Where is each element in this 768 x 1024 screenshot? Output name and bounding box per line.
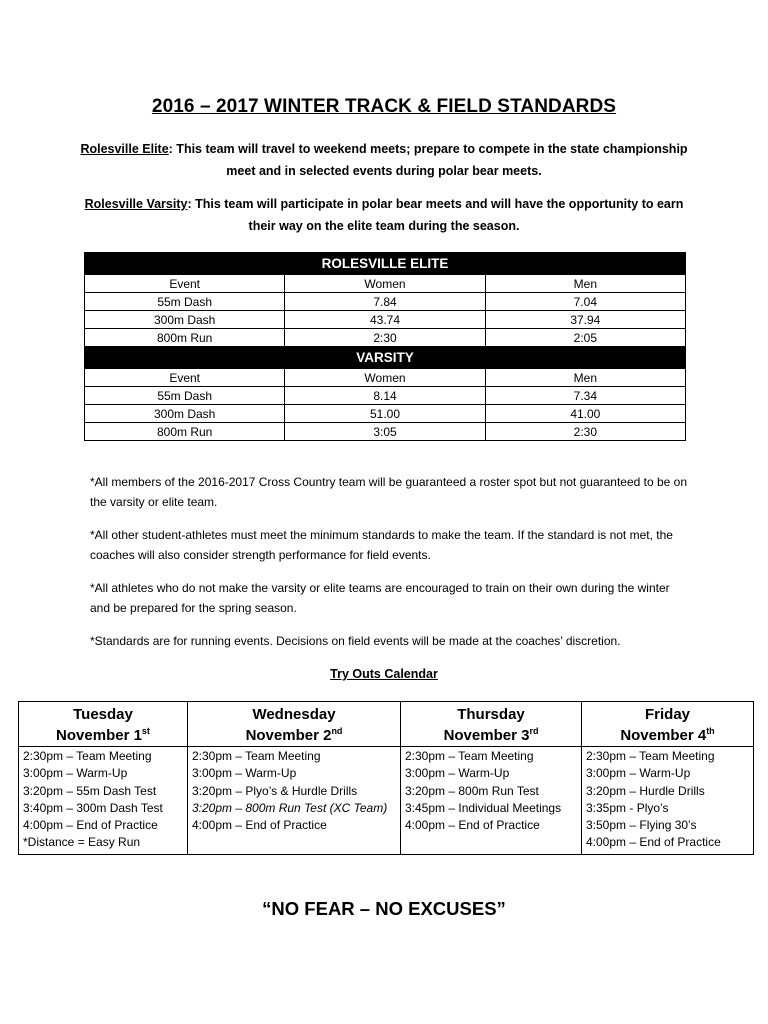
elite-header-row xyxy=(85,275,686,293)
document-title: 2016 – 2017 WINTER TRACK & FIELD STANDARDS xyxy=(151,96,617,117)
elite-description xyxy=(80,138,688,182)
table-row xyxy=(85,311,686,329)
table-row xyxy=(85,405,686,423)
schedule-item: 2:30pm – Team Meeting xyxy=(405,749,534,763)
column-header: Women xyxy=(285,275,485,293)
schedule-tuesday xyxy=(19,747,188,855)
men-cell: 37.94 xyxy=(485,311,685,329)
note-paragraph: *Standards are for running events. Decisions on field events will be made at the coaches’ discretion. xyxy=(90,634,621,648)
men-cell: 41.00 xyxy=(485,405,685,423)
note-paragraph: *All athletes who do not make the varsity or elite teams are encouraged to train on their own during the winter and be prepared for the spring season. xyxy=(90,581,670,615)
event-cell: 55m Dash xyxy=(85,387,285,405)
schedule-item: 3:20pm – 55m Dash Test xyxy=(23,783,157,798)
standards-table xyxy=(84,252,686,441)
notes-section xyxy=(90,472,690,664)
varsity-label: Rolesville Varsity xyxy=(84,197,188,211)
schedule-item: 3:20pm – 800m Run Test xyxy=(405,783,539,798)
elite-text: : This team will travel to weekend meets; prepare to compete in the state championship meet and in selected events during polar bear meets. xyxy=(168,142,688,178)
schedule-item: 3:00pm – Warm-Up xyxy=(405,766,510,781)
schedule-item: 3:00pm – Warm-Up xyxy=(192,766,297,781)
schedule-item: 3:50pm – Flying 30’s xyxy=(586,818,697,833)
elite-label: Rolesville Elite xyxy=(80,142,169,156)
men-cell: 2:30 xyxy=(485,423,685,441)
calendar-body-row xyxy=(19,747,754,855)
schedule-item: 3:20pm – 800m Run Test (XC Team) xyxy=(192,800,388,815)
column-header: Event xyxy=(85,369,285,387)
schedule-item: 2:30pm – Team Meeting xyxy=(192,749,321,763)
day-name: Friday xyxy=(644,706,690,723)
column-header: Women xyxy=(285,369,485,387)
women-cell: 8.14 xyxy=(285,387,485,405)
event-cell: 800m Run xyxy=(85,329,285,347)
varsity-band: VARSITY xyxy=(85,347,686,369)
varsity-header-row xyxy=(85,369,686,387)
schedule-item: 3:00pm – Warm-Up xyxy=(586,766,691,781)
men-cell: 7.04 xyxy=(485,293,685,311)
calendar-title: Try Outs Calendar xyxy=(330,667,438,681)
note-paragraph: *All members of the 2016-2017 Cross Country team will be guaranteed a roster spot but not guaranteed to be on the varsity or elite team. xyxy=(90,475,688,509)
column-header: Men xyxy=(485,275,685,293)
schedule-item: 2:30pm – Team Meeting xyxy=(23,749,152,763)
day-date: November 4th xyxy=(620,726,715,744)
schedule-item: 2:30pm – Team Meeting xyxy=(586,749,715,763)
varsity-text: : This team will participate in polar bear meets and will have the opportunity to earn their way on the elite team during the season. xyxy=(187,197,684,233)
women-cell: 2:30 xyxy=(285,329,485,347)
table-row xyxy=(85,329,686,347)
day-date: November 1st xyxy=(56,726,150,744)
event-cell: 55m Dash xyxy=(85,293,285,311)
women-cell: 43.74 xyxy=(285,311,485,329)
schedule-item: *Distance = Easy Run xyxy=(23,835,141,850)
schedule-item: 3:40pm – 300m Dash Test xyxy=(23,800,163,815)
event-cell: 300m Dash xyxy=(85,311,285,329)
schedule-item: 3:20pm – Plyo’s & Hurdle Drills xyxy=(192,783,358,798)
day-name: Thursday xyxy=(457,706,525,723)
schedule-friday xyxy=(582,747,754,855)
day-date: November 3rd xyxy=(443,726,539,744)
elite-band-row xyxy=(85,253,686,275)
day-date: November 2nd xyxy=(245,726,343,744)
schedule-item: 4:00pm – End of Practice xyxy=(405,818,540,833)
motto: “NO FEAR – NO EXCUSES” xyxy=(262,898,506,919)
day-header-friday xyxy=(582,702,754,747)
schedule-thursday xyxy=(401,747,582,855)
column-header: Men xyxy=(485,369,685,387)
table-row xyxy=(85,293,686,311)
schedule-item: 3:20pm – Hurdle Drills xyxy=(586,783,705,798)
schedule-item: 3:00pm – Warm-Up xyxy=(23,766,128,781)
schedule-item: 4:00pm – End of Practice xyxy=(586,835,721,850)
schedule-item: 4:00pm – End of Practice xyxy=(23,818,158,833)
women-cell: 3:05 xyxy=(285,423,485,441)
elite-band: ROLESVILLE ELITE xyxy=(85,253,686,275)
varsity-band-row xyxy=(85,347,686,369)
calendar-header-row xyxy=(19,702,754,747)
day-header-wednesday xyxy=(188,702,401,747)
schedule-item: 3:35pm - Plyo’s xyxy=(586,800,669,815)
day-name: Wednesday xyxy=(252,706,336,723)
table-row xyxy=(85,423,686,441)
table-row xyxy=(85,387,686,405)
note-paragraph: *All other student-athletes must meet the minimum standards to make the team. If the standard is not met, the coaches will also consider strength performance for field events. xyxy=(90,528,673,562)
schedule-item: 4:00pm – End of Practice xyxy=(192,818,327,833)
day-header-tuesday xyxy=(19,702,188,747)
schedule-wednesday xyxy=(188,747,401,855)
event-cell: 800m Run xyxy=(85,423,285,441)
tryouts-calendar xyxy=(18,701,754,855)
day-header-thursday xyxy=(401,702,582,747)
event-cell: 300m Dash xyxy=(85,405,285,423)
day-name: Tuesday xyxy=(73,706,133,723)
women-cell: 7.84 xyxy=(285,293,485,311)
schedule-item: 3:45pm – Individual Meetings xyxy=(405,800,562,815)
men-cell: 2:05 xyxy=(485,329,685,347)
column-header: Event xyxy=(85,275,285,293)
men-cell: 7.34 xyxy=(485,387,685,405)
women-cell: 51.00 xyxy=(285,405,485,423)
varsity-description xyxy=(80,193,688,237)
